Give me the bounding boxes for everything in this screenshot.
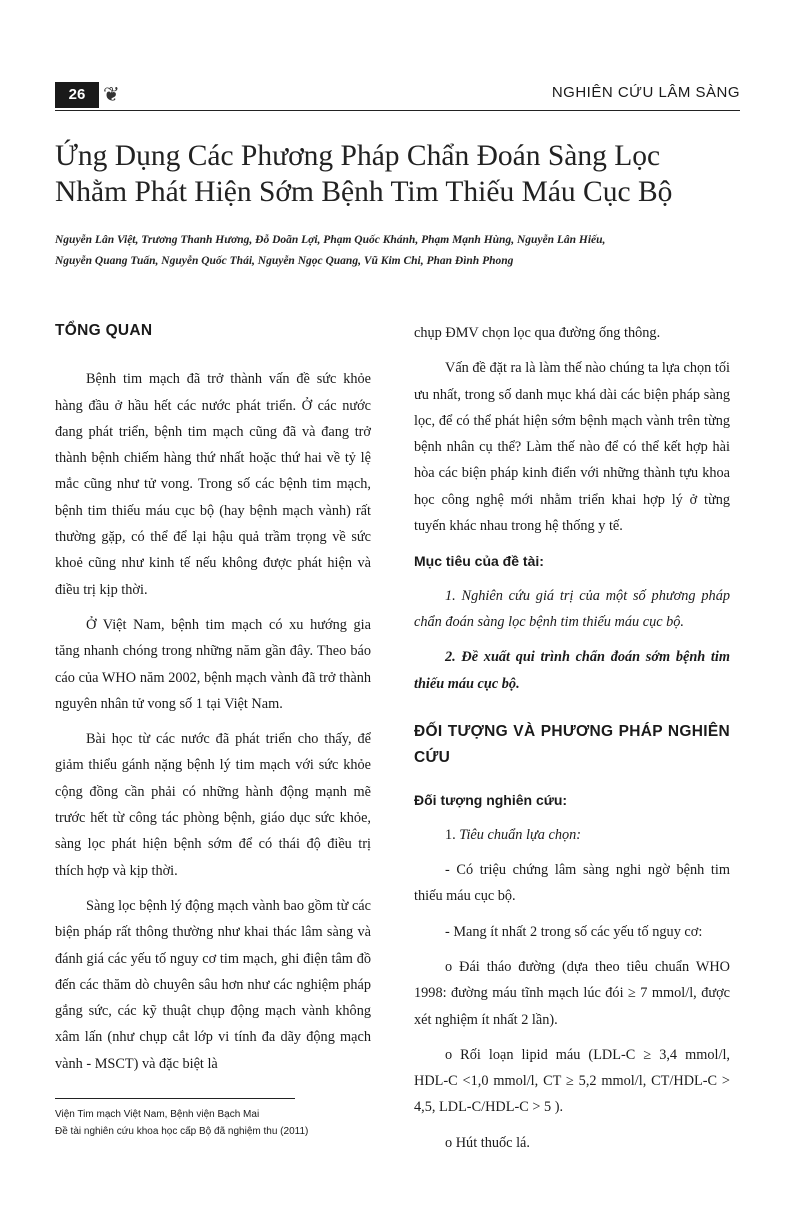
criteria-item: o Hút thuốc lá. (445, 1134, 530, 1151)
body-paragraph: Bệnh tim mạch đã trở thành vấn đề sức khỏe hàng đầu ở hầu hết các nước phát triển. Ở các nước đang phát triển, bệnh tim mạch cũng đã và đang trở thành bệnh chiếm hàng thứ nhất hoặc thứ hai về tỷ lệ mắc cũng như tử vong. Trong số các bệnh tim mạch, bệnh tim thiếu máu cục bộ (hay bệnh mạch vành) rất thường gặp, có thể để lại hậu quả trầm trọng về sức khoẻ cũng như kinh tế nếu không được phát hiện và điều trị kịp thời. (55, 371, 371, 598)
header-divider (55, 110, 740, 111)
right-column (414, 320, 730, 1165)
section-label: NGHIÊN CỨU LÂM SÀNG (551, 84, 740, 101)
criteria-item: - Mang ít nhất 2 trong số các yếu tố nguy cơ: (445, 923, 703, 940)
overview-heading: TỔNG QUAN (55, 322, 153, 339)
body-paragraph: Ở Việt Nam, bệnh tim mạch có xu hướng gia tăng nhanh chóng trong những năm gần đây. Theo báo cáo của WHO năm 2002, bệnh mạch vành đã trở thành nguyên nhân tử vong số 1 tại Việt Nam. (55, 616, 371, 712)
article-title (55, 138, 745, 210)
footnote-affiliation: Viện Tim mạch Việt Nam, Bệnh viện Bạch Mai (55, 1109, 260, 1120)
body-paragraph: chụp ĐMV chọn lọc qua đường ống thông. (414, 325, 661, 341)
authors-line-2: Nguyễn Quang Tuấn, Nguyễn Quốc Thái, Nguyễn Ngọc Quang, Vũ Kim Chi, Phan Đình Phong (55, 255, 514, 267)
page-header (55, 80, 740, 110)
footnote-divider (55, 1098, 295, 1099)
footnotes (55, 1106, 555, 1140)
title-line-1: Ứng Dụng Các Phương Pháp Chẩn Đoán Sàng Lọc (55, 140, 661, 172)
criteria-title (414, 822, 730, 848)
ornament-icon: ❦ (103, 84, 120, 106)
authors-line-1: Nguyễn Lân Việt, Trương Thanh Hương, Đỗ Doãn Lợi, Phạm Quốc Khánh, Phạm Mạnh Hùng, Nguyễn Lân Hiếu, (55, 234, 606, 246)
criteria-number: 1. (445, 826, 460, 843)
objective-item: 2. Đề xuất qui trình chẩn đoán sớm bệnh tim thiếu máu cục bộ. (414, 649, 730, 692)
page-number: 26 (55, 82, 99, 108)
criteria-item: o Đái tháo đường (dựa theo tiêu chuẩn WHO 1998: đường máu tĩnh mạch lúc đói ≥ 7 mmol/l, được xét nghiệm ít nhất 2 lần). (414, 958, 730, 1028)
subjects-heading: Đối tượng nghiên cứu: (414, 792, 568, 809)
criteria-item: o Rối loạn lipid máu (LDL-C ≥ 3,4 mmol/l, HDL-C <1,0 mmol/l, CT ≥ 5,2 mmol/l, CT/HDL-C > 4,5, LDL-C/HDL-C > 5 ). (414, 1046, 730, 1116)
body-paragraph: Sàng lọc bệnh lý động mạch vành bao gồm từ các biện pháp rất thông thường như khai thác lâm sàng và đánh giá các yếu tố nguy cơ tim mạch, ghi điện tâm đồ đến các thăm dò chuyên sâu hơn như các nghiệm pháp gắng sức, các kỹ thuật chụp động mạch vành không xâm lấn (như chụp cắt lớp vi tính đa dãy động mạch vành - MSCT) và đặc biệt là (55, 897, 371, 1072)
body-paragraph: Bài học từ các nước đã phát triển cho thấy, để giảm thiểu gánh nặng bệnh lý tim mạch với sức khỏe cộng đồng cần phải có những hành động mạnh mẽ trước hết từ công tác phòng bệnh, giáo dục sức khỏe, sàng lọc phát hiện bệnh sớm để có thái độ điều trị thích hợp và kịp thời. (55, 731, 371, 879)
footnote-project: Đề tài nghiên cứu khoa học cấp Bộ đã nghiệm thu (2011) (55, 1126, 309, 1137)
author-list (55, 230, 745, 272)
left-column (55, 318, 371, 1086)
methods-heading: ĐỐI TƯỢNG VÀ PHƯƠNG PHÁP NGHIÊN CỨU (414, 722, 730, 767)
objectives-heading: Mục tiêu của đề tài: (414, 553, 544, 570)
criteria-item: - Có triệu chứng lâm sàng nghi ngờ bệnh tim thiếu máu cục bộ. (414, 862, 730, 905)
objective-item: 1. Nghiên cứu giá trị của một số phương pháp chẩn đoán sàng lọc bệnh tim thiếu máu cục bộ. (414, 587, 730, 630)
title-line-2: Nhằm Phát Hiện Sớm Bệnh Tim Thiếu Máu Cục Bộ (55, 176, 673, 208)
criteria-title-text: Tiêu chuẩn lựa chọn: (459, 826, 582, 843)
body-paragraph: Vấn đề đặt ra là làm thế nào chúng ta lựa chọn tối ưu nhất, trong số danh mục khá dài các biện pháp sàng lọc, để có thể phát hiện sớm bệnh mạch vành trên từng bệnh nhân cụ thể? Làm thế nào để có thể kết hợp hài hòa các biện pháp kinh điển với những thành tựu khoa học công nghệ mới nhằm triển khai hợp lý ở từng tuyến khác nhau trong hệ thống y tế. (414, 360, 730, 535)
